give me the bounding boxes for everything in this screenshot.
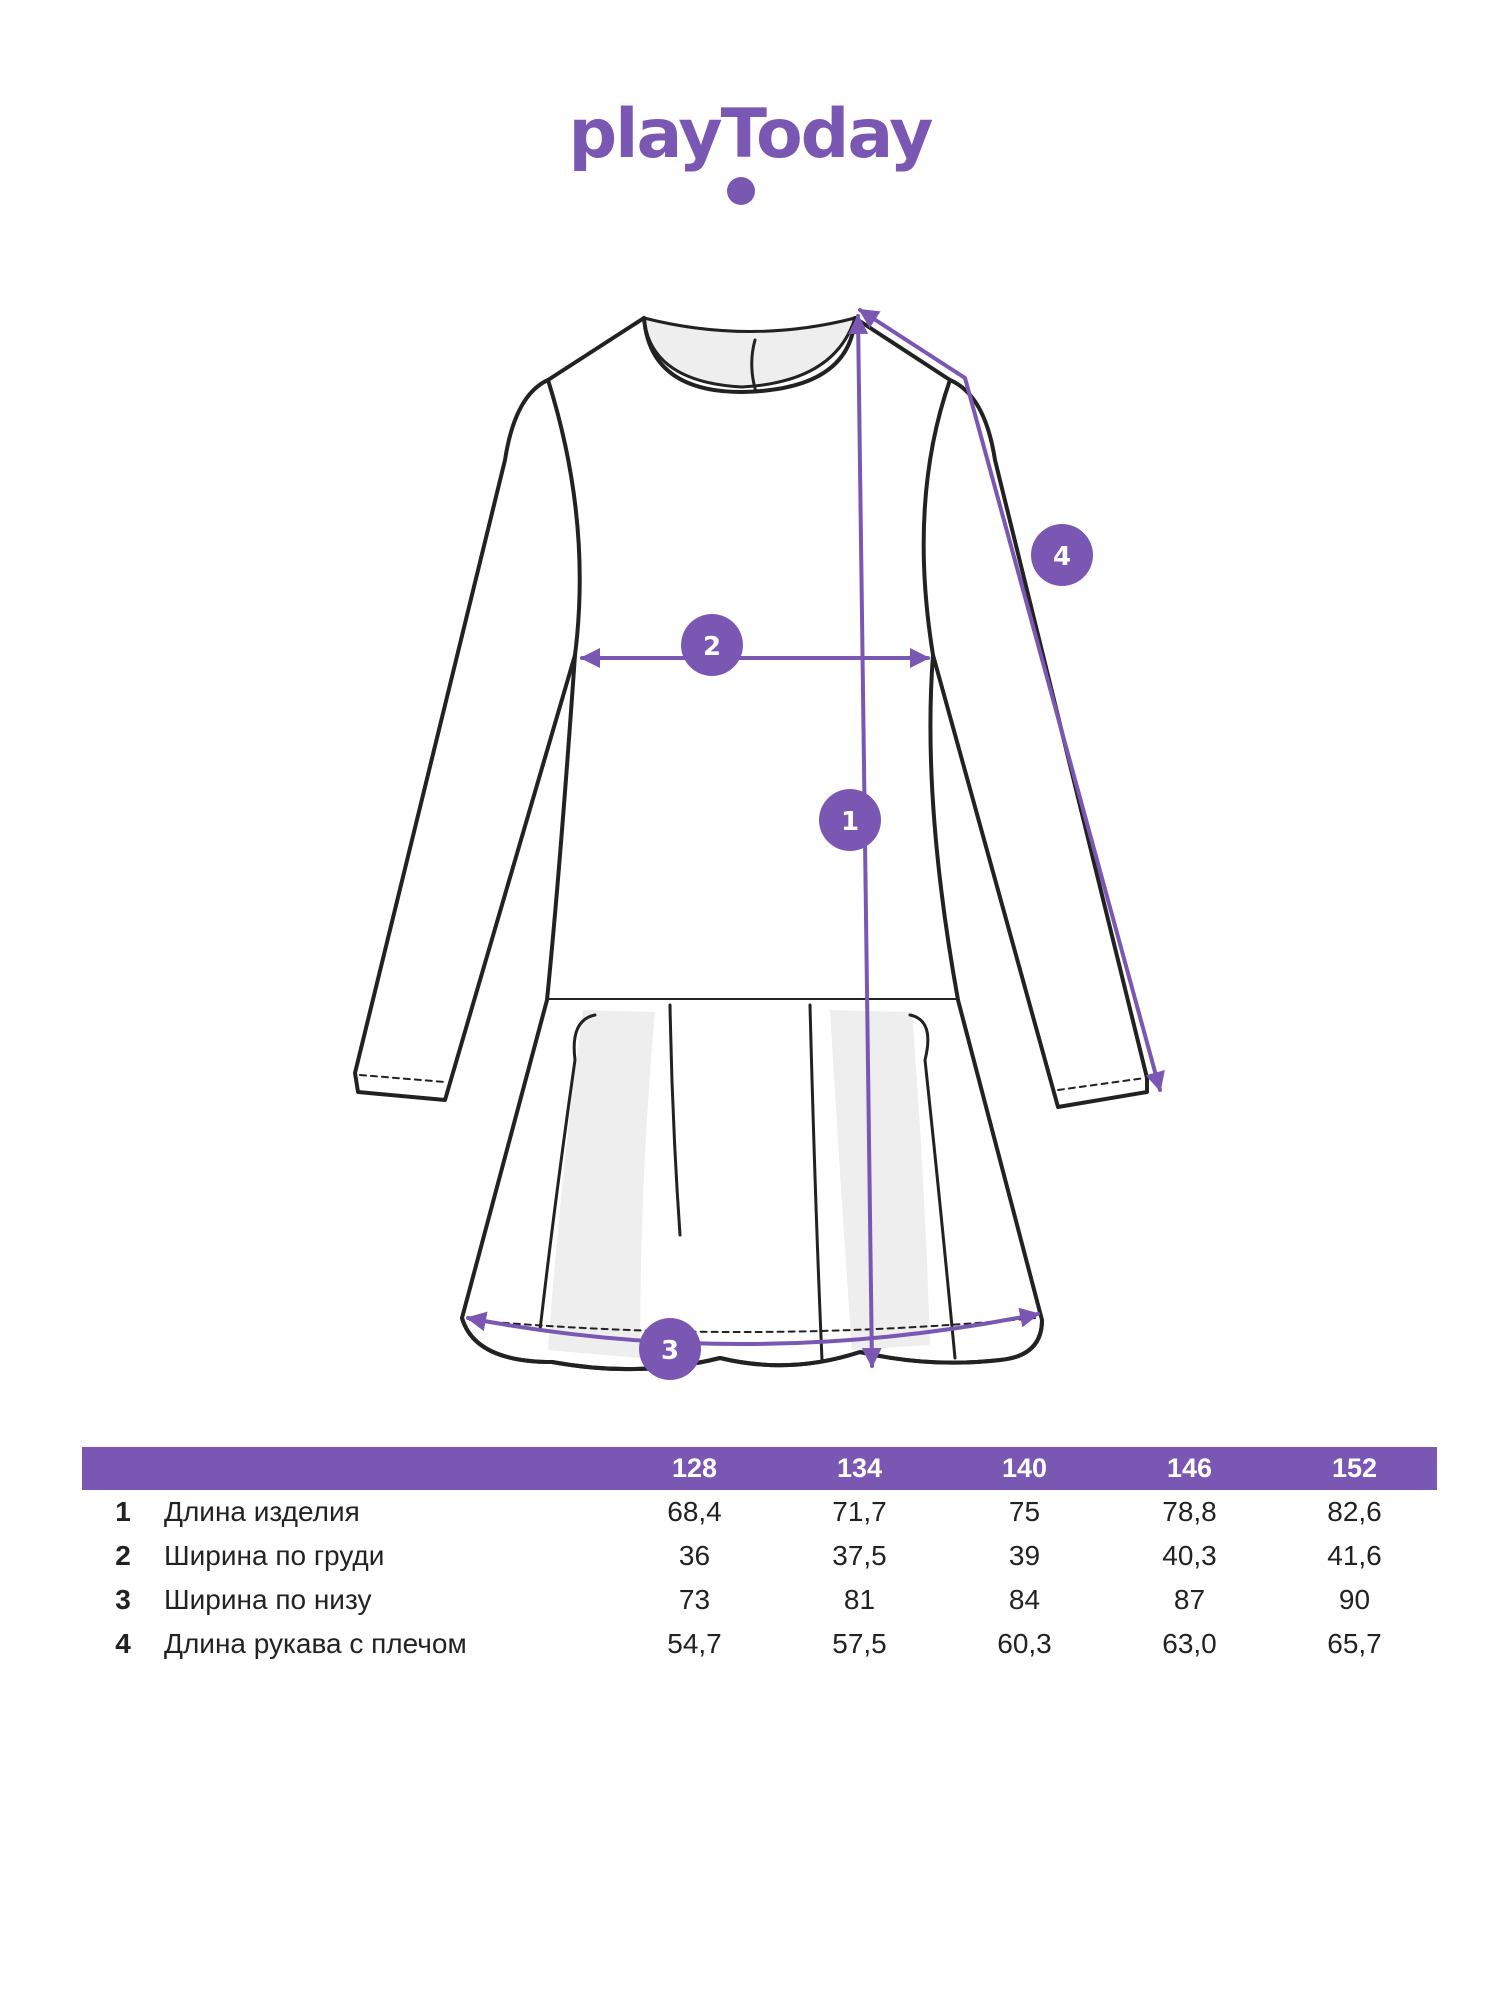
marker-1-label: 1 bbox=[840, 807, 860, 837]
dress-outline bbox=[355, 318, 1147, 1369]
skirt bbox=[462, 1000, 1042, 1369]
marker-2 bbox=[681, 614, 743, 676]
row-label: Ширина по груди bbox=[164, 1540, 385, 1571]
size-chart-table bbox=[82, 1447, 1437, 1666]
table-cell: 41,6 bbox=[1327, 1540, 1382, 1571]
table-row bbox=[82, 1490, 1437, 1534]
header-size: 146 bbox=[1107, 1447, 1272, 1490]
table-cell: 87 bbox=[1173, 1584, 1206, 1615]
row-label: Ширина по низу bbox=[164, 1584, 372, 1615]
header-blank bbox=[164, 1447, 612, 1490]
marker-4-label: 4 bbox=[1052, 542, 1072, 572]
marker-2-label: 2 bbox=[702, 632, 722, 662]
table-row bbox=[82, 1578, 1437, 1622]
row-number: 4 bbox=[115, 1628, 131, 1659]
table-cell: 39 bbox=[1008, 1540, 1041, 1571]
row-number: 3 bbox=[115, 1584, 131, 1615]
header-size: 140 bbox=[942, 1447, 1107, 1490]
table-row bbox=[82, 1534, 1437, 1578]
table-cell: 40,3 bbox=[1162, 1540, 1217, 1571]
row-number: 2 bbox=[115, 1540, 131, 1571]
table-cell: 57,5 bbox=[832, 1628, 887, 1659]
table-cell: 36 bbox=[678, 1540, 711, 1571]
table-header-row bbox=[82, 1447, 1437, 1490]
table-cell: 37,5 bbox=[832, 1540, 887, 1571]
row-number: 1 bbox=[115, 1496, 131, 1527]
table-cell: 75 bbox=[1008, 1496, 1041, 1527]
table-cell: 65,7 bbox=[1327, 1628, 1382, 1659]
logo-text: playToday bbox=[568, 95, 932, 174]
table-row bbox=[82, 1622, 1437, 1666]
table-cell: 73 bbox=[678, 1584, 711, 1615]
table-cell: 90 bbox=[1338, 1584, 1371, 1615]
table-cell: 71,7 bbox=[832, 1496, 887, 1527]
left-sleeve bbox=[355, 380, 575, 1100]
measure-line-4 bbox=[860, 310, 1160, 1090]
row-label: Длина рукава с плечом bbox=[164, 1628, 467, 1659]
table-cell: 78,8 bbox=[1162, 1496, 1217, 1527]
marker-3 bbox=[639, 1318, 701, 1380]
right-sleeve bbox=[933, 380, 1147, 1107]
header-size: 134 bbox=[777, 1447, 942, 1490]
table-cell: 60,3 bbox=[997, 1628, 1052, 1659]
table-cell: 81 bbox=[843, 1584, 876, 1615]
marker-4 bbox=[1031, 524, 1093, 586]
left-cuff-stitch bbox=[360, 1075, 445, 1082]
table-cell: 54,7 bbox=[667, 1628, 722, 1659]
marker-3-label: 3 bbox=[660, 1336, 680, 1366]
marker-1 bbox=[819, 789, 881, 851]
table-cell: 68,4 bbox=[667, 1496, 722, 1527]
header-size: 152 bbox=[1272, 1447, 1437, 1490]
header-size: 128 bbox=[612, 1447, 777, 1490]
table-cell: 84 bbox=[1008, 1584, 1041, 1615]
right-cuff-stitch bbox=[1058, 1078, 1145, 1090]
row-label: Длина изделия bbox=[164, 1496, 360, 1527]
table-cell: 82,6 bbox=[1327, 1496, 1382, 1527]
table-cell: 63,0 bbox=[1162, 1628, 1217, 1659]
header-blank bbox=[82, 1447, 164, 1490]
